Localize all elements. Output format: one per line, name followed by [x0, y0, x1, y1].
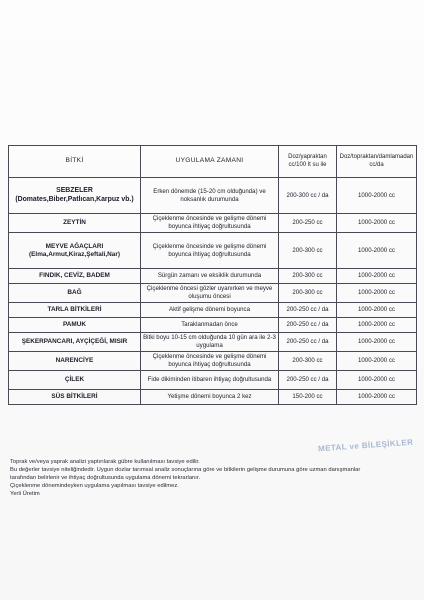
foliar-dose-cell: 200-250 cc / da — [279, 303, 337, 318]
timing-cell: Fide dikiminden itibaren ihtiyaç doğrultusunda — [141, 371, 279, 390]
table-row — [9, 284, 417, 303]
foliar-dose-cell: 200-300 cc — [279, 352, 337, 371]
soil-dose-cell: 1000-2000 cc — [337, 352, 417, 371]
soil-dose-cell: 1000-2000 cc — [337, 390, 417, 405]
table-row — [9, 269, 417, 284]
plant-cell: ZEYTİN — [9, 214, 141, 233]
timing-cell: Aktif gelişme dönemi boyunca — [141, 303, 279, 318]
timing-cell: Çiçeklenme öncesinde ve gelişme dönemi boyunca ihtiyaç doğrultusunda — [141, 352, 279, 371]
table-row — [9, 178, 417, 214]
table-row — [9, 214, 417, 233]
footnotes — [10, 459, 410, 499]
foliar-dose-cell: 200-250 cc / da — [279, 333, 337, 352]
table-row — [9, 303, 417, 318]
soil-dose-cell: 1000-2000 cc — [337, 269, 417, 284]
foliar-dose-cell: 200-250 cc / da — [279, 371, 337, 390]
soil-dose-cell: 1000-2000 cc — [337, 333, 417, 352]
foliar-dose-cell: 200-300 cc / da — [279, 178, 337, 214]
plant-cell: SÜS BİTKİLERİ — [9, 390, 141, 405]
header-soil-dose: Doz/topraktan/damlamadan cc/da — [337, 146, 417, 178]
company-stamp: METAL ve BİLEŞİKLER — [317, 437, 414, 454]
plant-cell: BAĞ — [9, 284, 141, 303]
timing-cell: Yetişme dönemi boyunca 2 kez — [141, 390, 279, 405]
header-plant: BİTKİ — [9, 146, 141, 178]
soil-dose-cell: 1000-2000 cc — [337, 214, 417, 233]
foliar-dose-cell: 200-250 cc — [279, 214, 337, 233]
plant-cell: ÇİLEK — [9, 371, 141, 390]
timing-cell: Taraklanmadan önce — [141, 318, 279, 333]
timing-cell: Çiçeklenme öncesinde ve gelişme dönemi boyunca ihtiyaç doğrultusunda — [141, 233, 279, 269]
timing-cell: Erken dönemde (15-20 cm olduğunda) ve noksanlık durumunda — [141, 178, 279, 214]
table-row — [9, 318, 417, 333]
soil-dose-cell: 1000-2000 cc — [337, 233, 417, 269]
table-row — [9, 333, 417, 352]
foliar-dose-cell: 200-300 cc — [279, 269, 337, 284]
timing-cell: Bitki boyu 10-15 cm olduğunda 10 gün ara ile 2-3 uygulama — [141, 333, 279, 352]
timing-cell: Çiçeklenme öncesinde ve gelişme dönemi boyunca ihtiyaç doğrultusunda — [141, 214, 279, 233]
note-line: tarafından belirlenir ve ihtiyaç doğrultusunda uygulama dönemi tekrarlanır. — [10, 474, 201, 481]
foliar-dose-cell: 150-200 cc — [279, 390, 337, 405]
table-row — [9, 352, 417, 371]
soil-dose-cell: 1000-2000 cc — [337, 371, 417, 390]
soil-dose-cell: 1000-2000 cc — [337, 318, 417, 333]
soil-dose-cell: 1000-2000 cc — [337, 303, 417, 318]
note-line: Yerli Üretim — [10, 490, 40, 497]
plant-cell: SEBZELER (Domates,Biber,Patlıcan,Karpuz vb.) — [9, 178, 141, 214]
note-line: Bu değerler tavsiye niteliğindedir. Uygun dozlar tarımsal analiz sonuçlarına göre ve bitkilerin gelişme durumuna göre uzman danışmanlar — [10, 466, 361, 473]
header-timing: UYGULAMA ZAMANI — [141, 146, 279, 178]
foliar-dose-cell: 200-250 cc / da — [279, 318, 337, 333]
note-line: Toprak ve/veya yaprak analizi yaptırılarak gübre kullanılması tavsiye edilir. — [10, 459, 200, 465]
plant-cell: ŞEKERPANCARI, AYÇİÇEĞİ, MISIR — [9, 333, 141, 352]
soil-dose-cell: 1000-2000 cc — [337, 284, 417, 303]
table-header-row — [9, 146, 417, 178]
plant-cell: PAMUK — [9, 318, 141, 333]
timing-cell: Sürgün zamanı ve eksiklik durumunda — [141, 269, 279, 284]
table-row — [9, 371, 417, 390]
header-foliar-dose: Doz/yapraktan cc/100 lt su ile — [279, 146, 337, 178]
soil-dose-cell: 1000-2000 cc — [337, 178, 417, 214]
timing-cell: Çiçeklenme öncesi gözler uyanırken ve meyve oluşumu öncesi — [141, 284, 279, 303]
plant-cell: TARLA BİTKİLERİ — [9, 303, 141, 318]
table-row — [9, 233, 417, 269]
foliar-dose-cell: 200-300 cc — [279, 284, 337, 303]
note-line: Çiçeklenme dönemindeyken uygulama yapılması tavsiye edilmez. — [10, 482, 179, 489]
dosage-table — [8, 145, 417, 405]
plant-cell: NARENCİYE — [9, 352, 141, 371]
foliar-dose-cell: 200-300 cc — [279, 233, 337, 269]
plant-cell: MEYVE AĞAÇLARI (Elma,Armut,Kiraz,Şeftali,Nar) — [9, 233, 141, 269]
table-row — [9, 390, 417, 405]
plant-cell: FINDIK, CEVİZ, BADEM — [9, 269, 141, 284]
